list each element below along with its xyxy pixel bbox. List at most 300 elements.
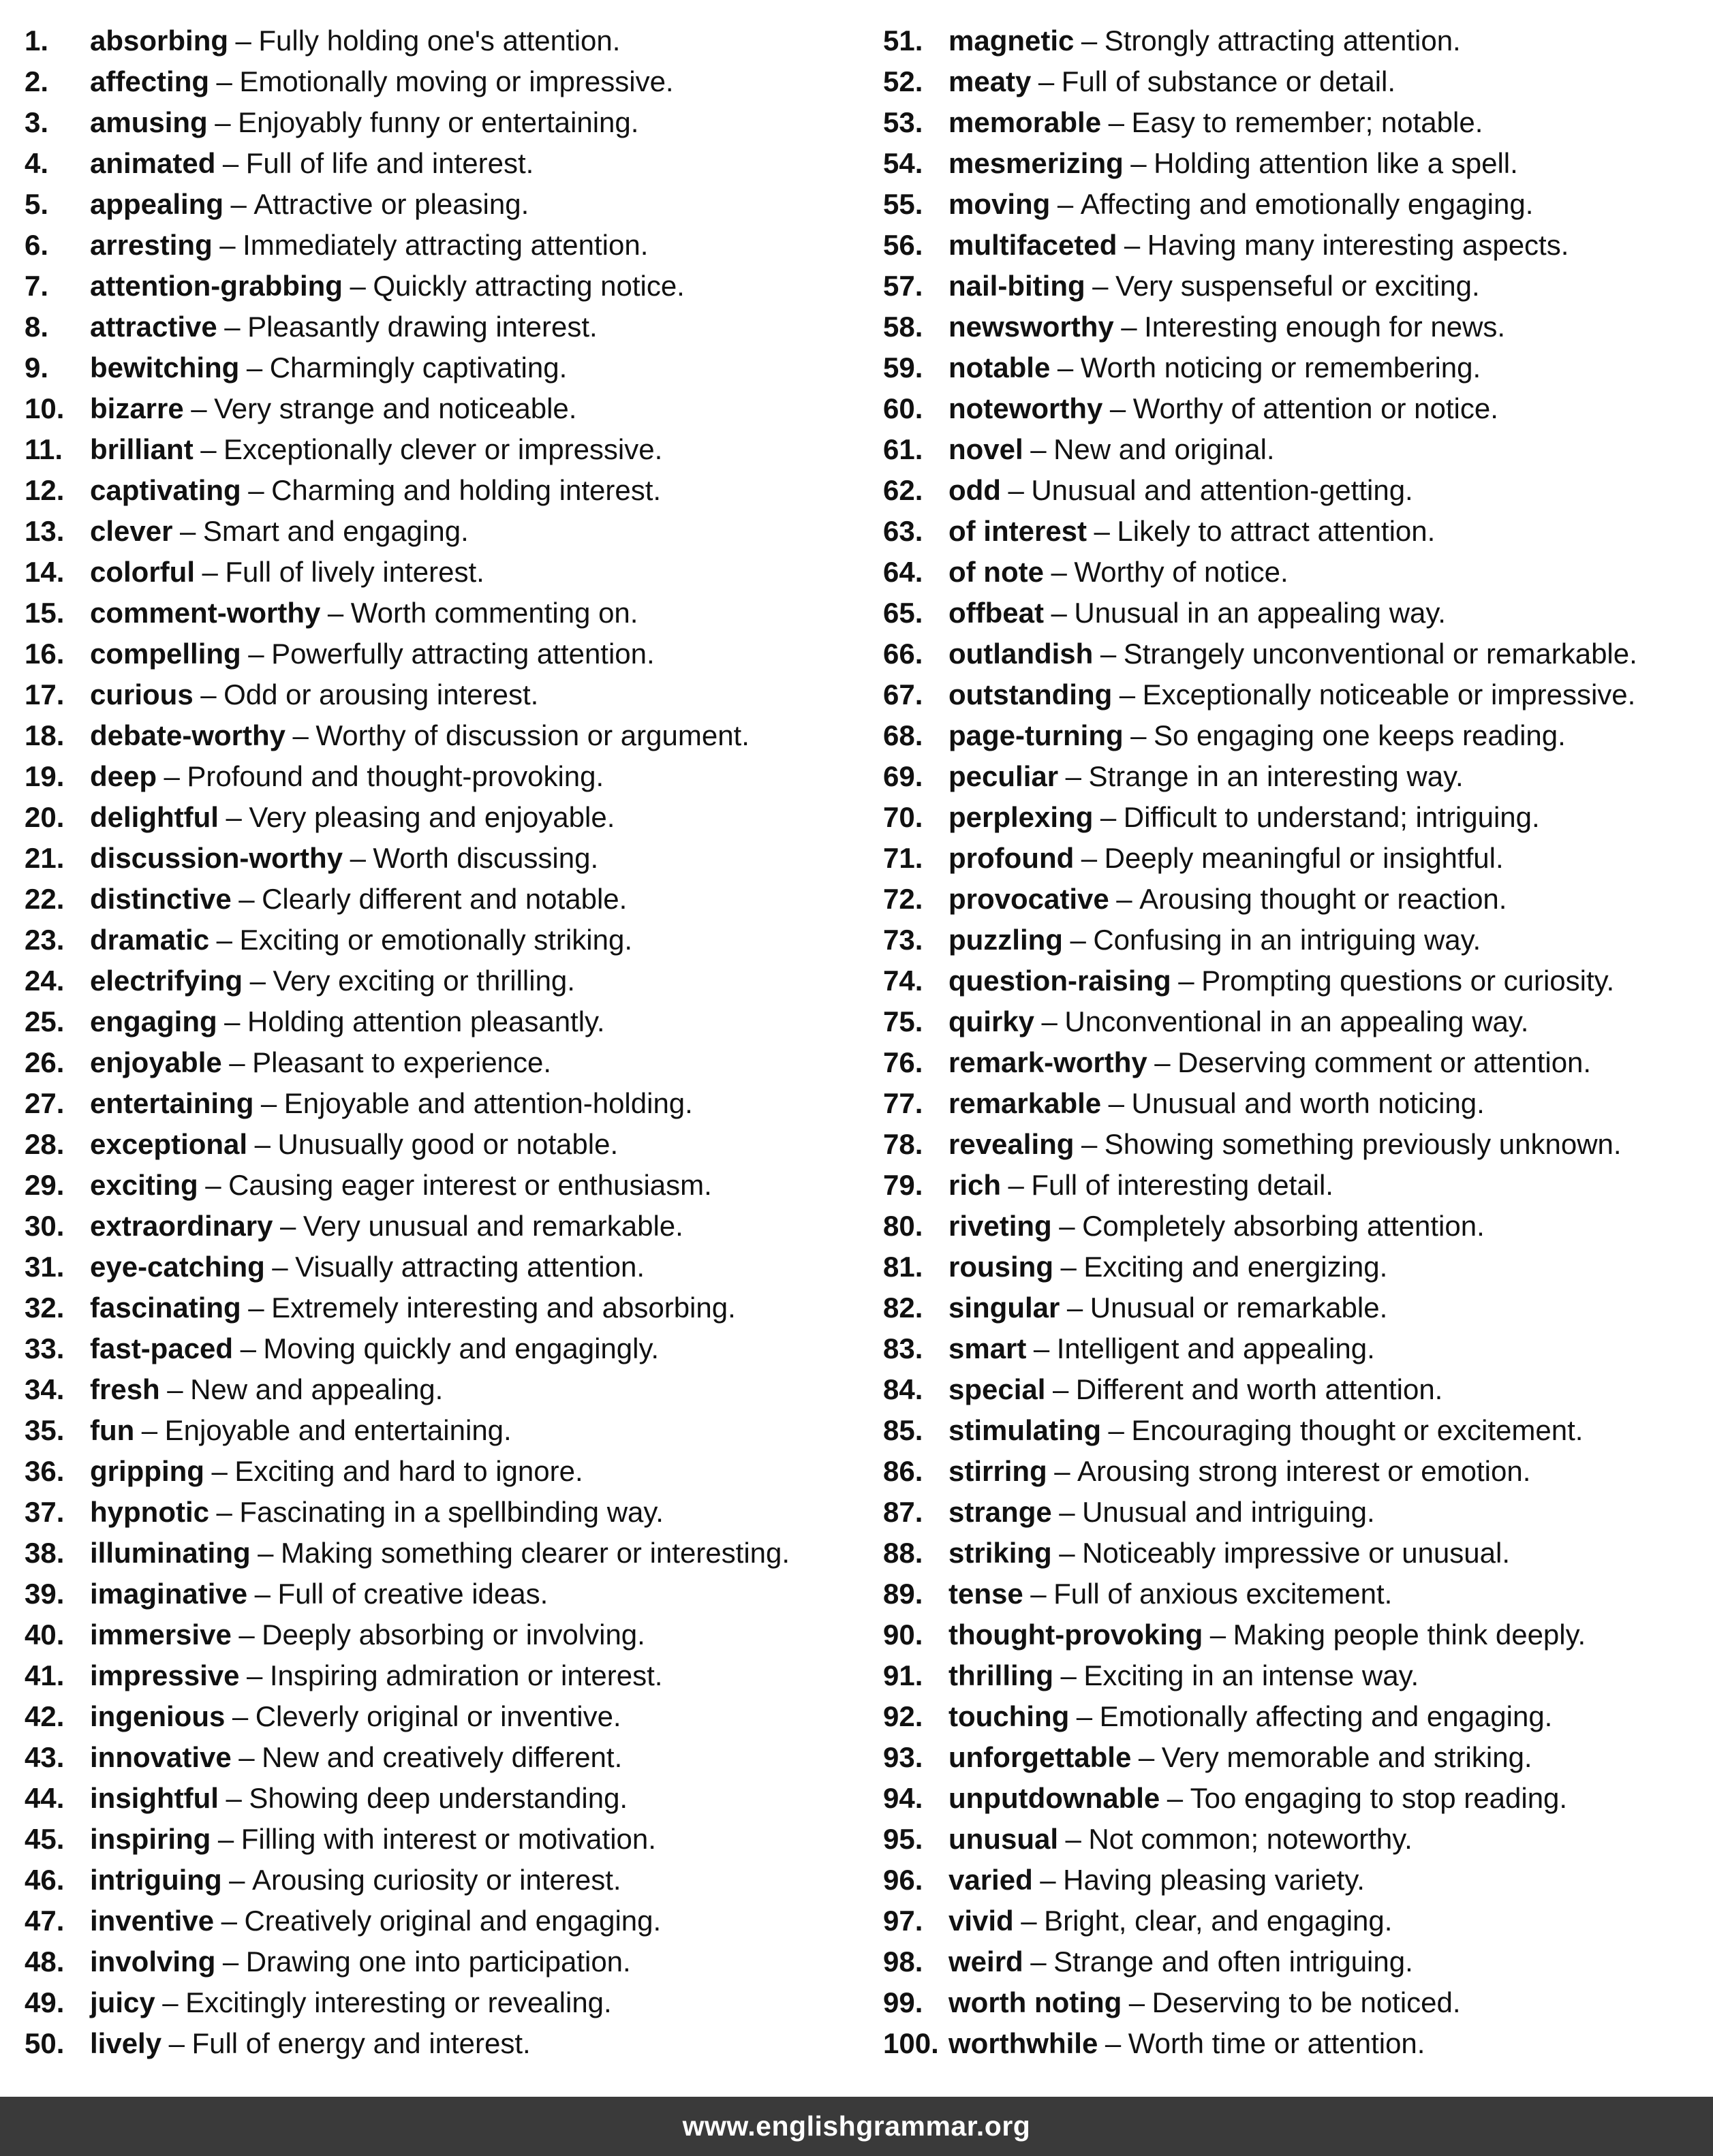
entry-definition: Emotionally moving or impressive.	[239, 65, 674, 97]
entry-word: dramatic	[90, 924, 210, 956]
word-entry	[883, 1737, 1701, 1778]
entry-number: 20.	[25, 801, 65, 833]
entry-dash: –	[1124, 229, 1141, 261]
word-entry	[25, 1247, 863, 1287]
entry-dash: –	[1092, 270, 1109, 302]
entry-number: 46.	[25, 1864, 65, 1896]
entry-number: 17.	[25, 678, 65, 710]
entry-number: 84.	[883, 1373, 923, 1405]
entry-number: 96.	[883, 1864, 923, 1896]
word-entry	[883, 674, 1701, 715]
entry-word: absorbing	[90, 25, 229, 57]
entry-dash: –	[219, 229, 236, 261]
entry-definition: Enjoyable and attention-holding.	[283, 1087, 693, 1119]
entry-definition: Full of lively interest.	[225, 556, 484, 588]
entry-definition: Too engaging to stop reading.	[1190, 1782, 1568, 1814]
word-entry	[25, 143, 863, 184]
entry-number: 74.	[883, 965, 923, 997]
entry-number: 26.	[25, 1046, 65, 1078]
entry-definition: Arousing thought or reaction.	[1139, 883, 1507, 915]
entry-word: inventive	[90, 1905, 215, 1937]
entry-number: 59.	[883, 351, 923, 384]
entry-definition: Profound and thought-provoking.	[187, 760, 604, 792]
word-entry	[25, 756, 863, 797]
entry-dash: –	[229, 1864, 245, 1896]
word-entry	[883, 1410, 1701, 1451]
word-entry	[25, 102, 863, 143]
entry-definition: Unusual and worth noticing.	[1131, 1087, 1485, 1119]
entry-number: 93.	[883, 1741, 923, 1773]
entry-dash: –	[216, 924, 232, 956]
entry-dash: –	[141, 1414, 158, 1446]
word-entry	[883, 388, 1701, 429]
entry-dash: –	[205, 1169, 221, 1201]
entry-dash: –	[1094, 515, 1110, 547]
entry-word: fascinating	[90, 1292, 241, 1324]
entry-number: 63.	[883, 515, 923, 547]
entry-number: 89.	[883, 1578, 923, 1610]
entry-dash: –	[1100, 801, 1117, 833]
entry-word: moving	[948, 188, 1051, 220]
entry-number: 23.	[25, 924, 65, 956]
entry-dash: –	[1178, 965, 1194, 997]
entry-definition: Full of creative ideas.	[277, 1578, 549, 1610]
entry-definition: Fascinating in a spellbinding way.	[239, 1496, 664, 1528]
word-entry	[883, 1206, 1701, 1247]
entry-definition: Holding attention pleasantly.	[247, 1005, 605, 1037]
word-entry	[25, 1287, 863, 1328]
word-list-left-column	[25, 20, 863, 2064]
entry-number: 86.	[883, 1455, 923, 1487]
entry-definition: Noticeably impressive or unusual.	[1082, 1537, 1511, 1569]
entry-dash: –	[1108, 106, 1124, 138]
footer-bar	[0, 2097, 1713, 2156]
word-entry	[883, 1042, 1701, 1083]
entry-dash: –	[224, 1005, 241, 1037]
entry-dash: –	[1081, 842, 1098, 874]
entry-definition: Exciting or emotionally striking.	[239, 924, 632, 956]
word-entry	[883, 1124, 1701, 1165]
word-entry	[25, 1696, 863, 1737]
entry-dash: –	[1128, 1986, 1145, 2018]
entry-definition: Having pleasing variety.	[1063, 1864, 1365, 1896]
word-entry	[883, 756, 1701, 797]
entry-definition: Full of substance or detail.	[1061, 65, 1396, 97]
entry-definition: Visually attracting attention.	[295, 1251, 645, 1283]
entry-definition: Unusual and intriguing.	[1082, 1496, 1375, 1528]
entry-dash: –	[1081, 1128, 1098, 1160]
word-entry	[883, 1165, 1701, 1206]
entry-definition: Very exciting or thrilling.	[273, 965, 575, 997]
entry-word: novel	[948, 433, 1023, 465]
entry-definition: Full of interesting detail.	[1031, 1169, 1333, 1201]
entry-dash: –	[215, 106, 231, 138]
entry-word: stirring	[948, 1455, 1047, 1487]
entry-number: 43.	[25, 1741, 65, 1773]
entry-dash: –	[222, 147, 239, 179]
entry-number: 24.	[25, 965, 65, 997]
entry-word: involving	[90, 1946, 216, 1978]
entry-definition: Strange and often intriguing.	[1053, 1946, 1413, 1978]
entry-word: appealing	[90, 188, 224, 220]
entry-number: 22.	[25, 883, 65, 915]
entry-word: distinctive	[90, 883, 232, 915]
entry-definition: Clearly different and notable.	[262, 883, 628, 915]
entry-word: rich	[948, 1169, 1002, 1201]
entry-definition: New and appealing.	[190, 1373, 444, 1405]
entry-dash: –	[235, 25, 251, 57]
entry-dash: –	[1059, 1496, 1075, 1528]
entry-dash: –	[1108, 1087, 1125, 1119]
word-entry	[883, 593, 1701, 634]
entry-definition: Unusual and attention-getting.	[1031, 474, 1413, 506]
entry-definition: Very suspenseful or exciting.	[1115, 270, 1480, 302]
word-entry	[883, 1614, 1701, 1655]
word-entry	[883, 920, 1701, 960]
entry-dash: –	[1109, 392, 1126, 424]
entry-dash: –	[238, 883, 255, 915]
entry-word: exciting	[90, 1169, 198, 1201]
word-entry	[25, 920, 863, 960]
entry-word: attractive	[90, 311, 217, 343]
entry-number: 67.	[883, 678, 923, 710]
entry-word: revealing	[948, 1128, 1075, 1160]
word-entry	[883, 552, 1701, 593]
word-entry	[25, 184, 863, 225]
entry-word: fresh	[90, 1373, 160, 1405]
word-entry	[25, 429, 863, 470]
entry-number: 77.	[883, 1087, 923, 1119]
entry-definition: Different and worth attention.	[1075, 1373, 1443, 1405]
entry-number: 57.	[883, 270, 923, 302]
entry-number: 51.	[883, 25, 923, 57]
entry-dash: –	[254, 1578, 271, 1610]
entry-definition: Deserving comment or attention.	[1177, 1046, 1592, 1078]
entry-word: gripping	[90, 1455, 204, 1487]
word-list-right-column	[883, 20, 1701, 2064]
entry-definition: Powerfully attracting attention.	[271, 638, 655, 670]
entry-definition: Worth discussing.	[373, 842, 599, 874]
word-entry	[25, 838, 863, 879]
entry-dash: –	[1138, 1741, 1155, 1773]
entry-dash: –	[168, 2027, 185, 2059]
entry-definition: Very memorable and striking.	[1161, 1741, 1532, 1773]
entry-number: 31.	[25, 1251, 65, 1283]
entry-number: 40.	[25, 1619, 65, 1651]
entry-definition: Exciting and energizing.	[1083, 1251, 1388, 1283]
entry-number: 98.	[883, 1946, 923, 1978]
entry-definition: Very strange and noticeable.	[214, 392, 577, 424]
entry-word: juicy	[90, 1986, 155, 2018]
entry-number: 13.	[25, 515, 65, 547]
word-entry	[883, 511, 1701, 552]
word-entry	[883, 347, 1701, 388]
entry-dash: –	[350, 270, 366, 302]
entry-word: intriguing	[90, 1864, 222, 1896]
word-entry	[25, 1001, 863, 1042]
entry-definition: Unusual in an appealing way.	[1074, 597, 1446, 629]
word-entry	[25, 388, 863, 429]
entry-number: 54.	[883, 147, 923, 179]
entry-word: offbeat	[948, 597, 1044, 629]
entry-dash: –	[1066, 1292, 1083, 1324]
entry-number: 92.	[883, 1700, 923, 1732]
entry-number: 97.	[883, 1905, 923, 1937]
entry-dash: –	[230, 188, 247, 220]
entry-number: 99.	[883, 1986, 923, 2018]
entry-dash: –	[164, 760, 180, 792]
entry-dash: –	[1059, 1210, 1075, 1242]
entry-number: 71.	[883, 842, 923, 874]
entry-definition: Making something clearer or interesting.	[281, 1537, 790, 1569]
word-entry	[883, 1533, 1701, 1574]
word-entry	[25, 266, 863, 307]
entry-definition: Very pleasing and enjoyable.	[249, 801, 615, 833]
entry-definition: So engaging one keeps reading.	[1154, 719, 1566, 751]
entry-dash: –	[191, 392, 207, 424]
entry-word: weird	[948, 1946, 1023, 1978]
entry-number: 76.	[883, 1046, 923, 1078]
entry-dash: –	[1057, 351, 1074, 384]
entry-dash: –	[179, 515, 196, 547]
entry-definition: Affecting and emotionally engaging.	[1080, 188, 1534, 220]
word-entry	[883, 1492, 1701, 1533]
entry-word: vivid	[948, 1905, 1014, 1937]
entry-number: 21.	[25, 842, 65, 874]
word-entry	[25, 2023, 863, 2064]
entry-dash: –	[248, 638, 264, 670]
entry-word: memorable	[948, 106, 1102, 138]
entry-definition: Pleasantly drawing interest.	[247, 311, 598, 343]
word-entry	[25, 879, 863, 920]
entry-number: 27.	[25, 1087, 65, 1119]
entry-dash: –	[1070, 924, 1086, 956]
word-entry	[883, 266, 1701, 307]
entry-number: 64.	[883, 556, 923, 588]
word-entry	[25, 1042, 863, 1083]
entry-word: discussion-worthy	[90, 842, 343, 874]
entry-number: 73.	[883, 924, 923, 956]
entry-dash: –	[1054, 1455, 1070, 1487]
entry-dash: –	[249, 965, 266, 997]
entry-number: 29.	[25, 1169, 65, 1201]
entry-definition: Excitingly interesting or revealing.	[185, 1986, 612, 2018]
word-entry	[883, 1819, 1701, 1860]
entry-dash: –	[1105, 2027, 1122, 2059]
entry-word: immersive	[90, 1619, 232, 1651]
entry-number: 62.	[883, 474, 923, 506]
entry-word: captivating	[90, 474, 241, 506]
entry-word: colorful	[90, 556, 195, 588]
entry-word: of interest	[948, 515, 1087, 547]
entry-word: fast-paced	[90, 1332, 234, 1364]
entry-definition: Unusually good or notable.	[277, 1128, 619, 1160]
entry-word: varied	[948, 1864, 1033, 1896]
entry-definition: Pleasant to experience.	[252, 1046, 552, 1078]
entry-definition: Charming and holding interest.	[271, 474, 662, 506]
word-entry	[883, 634, 1701, 674]
entry-number: 25.	[25, 1005, 65, 1037]
entry-definition: Immediately attracting attention.	[243, 229, 649, 261]
word-entry	[883, 879, 1701, 920]
entry-definition: Easy to remember; notable.	[1131, 106, 1483, 138]
entry-dash: –	[254, 1128, 271, 1160]
entry-dash: –	[1100, 638, 1117, 670]
entry-number: 10.	[25, 392, 65, 424]
entry-word: meaty	[948, 65, 1032, 97]
entry-dash: –	[1167, 1782, 1184, 1814]
entry-definition: Full of energy and interest.	[191, 2027, 531, 2059]
word-entry	[883, 20, 1701, 61]
entry-word: curious	[90, 678, 194, 710]
entry-word: entertaining	[90, 1087, 254, 1119]
entry-number: 7.	[25, 270, 49, 302]
entry-word: deep	[90, 760, 157, 792]
entry-number: 72.	[883, 883, 923, 915]
entry-word: of note	[948, 556, 1044, 588]
entry-word: exceptional	[90, 1128, 248, 1160]
entry-definition: Full of anxious excitement.	[1053, 1578, 1393, 1610]
entry-definition: Holding attention like a spell.	[1154, 147, 1518, 179]
entry-definition: Worthy of discussion or argument.	[315, 719, 750, 751]
entry-definition: Prompting questions or curiosity.	[1201, 965, 1615, 997]
entry-definition: Making people think deeply.	[1233, 1619, 1586, 1651]
entry-number: 14.	[25, 556, 65, 588]
entry-definition: New and original.	[1053, 433, 1275, 465]
entry-number: 4.	[25, 147, 49, 179]
entry-dash: –	[248, 474, 264, 506]
entry-word: outstanding	[948, 678, 1113, 710]
entry-number: 37.	[25, 1496, 65, 1528]
entry-number: 49.	[25, 1986, 65, 2018]
entry-word: notable	[948, 351, 1051, 384]
entry-definition: Drawing one into participation.	[245, 1946, 631, 1978]
entry-number: 8.	[25, 311, 49, 343]
entry-number: 50.	[25, 2027, 65, 2059]
entry-dash: –	[327, 597, 344, 629]
entry-number: 66.	[883, 638, 923, 670]
footer-website-text: www.englishgrammar.org	[682, 2110, 1031, 2142]
entry-dash: –	[260, 1087, 277, 1119]
word-entry	[883, 1696, 1701, 1737]
entry-definition: Very unusual and remarkable.	[303, 1210, 683, 1242]
entry-word: magnetic	[948, 25, 1075, 57]
entry-word: lively	[90, 2027, 162, 2059]
entry-definition: New and creatively different.	[262, 1741, 623, 1773]
entry-definition: Enjoyable and entertaining.	[164, 1414, 512, 1446]
entry-word: illuminating	[90, 1537, 251, 1569]
entry-word: thrilling	[948, 1659, 1053, 1691]
word-entry	[25, 634, 863, 674]
entry-dash: –	[1060, 1251, 1077, 1283]
entry-number: 19.	[25, 760, 65, 792]
entry-definition: Deserving to be noticed.	[1152, 1986, 1461, 2018]
entry-dash: –	[350, 842, 366, 874]
entry-dash: –	[240, 1332, 256, 1364]
entry-number: 30.	[25, 1210, 65, 1242]
entry-number: 11.	[25, 433, 63, 465]
entry-word: question-raising	[948, 965, 1171, 997]
entry-definition: Arousing curiosity or interest.	[251, 1864, 621, 1896]
entry-word: smart	[948, 1332, 1027, 1364]
word-entry	[25, 1410, 863, 1451]
entry-dash: –	[1065, 760, 1081, 792]
entry-word: comment-worthy	[90, 597, 321, 629]
word-entry	[25, 1778, 863, 1819]
entry-definition: Strangely unconventional or remarkable.	[1123, 638, 1637, 670]
entry-word: inspiring	[90, 1823, 211, 1855]
entry-dash: –	[1030, 433, 1047, 465]
word-entry	[883, 1860, 1701, 1901]
word-entry	[25, 1124, 863, 1165]
entry-word: unusual	[948, 1823, 1059, 1855]
entry-definition: Having many interesting aspects.	[1147, 229, 1569, 261]
word-entry	[25, 1860, 863, 1901]
entry-dash: –	[226, 1782, 242, 1814]
word-entry	[883, 1901, 1701, 1941]
entry-definition: Worth time or attention.	[1128, 2027, 1425, 2059]
entry-number: 44.	[25, 1782, 65, 1814]
entry-definition: Strongly attracting attention.	[1104, 25, 1461, 57]
entry-dash: –	[1108, 1414, 1124, 1446]
entry-dash: –	[1041, 1005, 1058, 1037]
word-entry	[883, 1287, 1701, 1328]
entry-word: engaging	[90, 1005, 217, 1037]
entry-word: special	[948, 1373, 1046, 1405]
entry-dash: –	[216, 1496, 232, 1528]
word-entry	[25, 552, 863, 593]
entry-word: eye-catching	[90, 1251, 265, 1283]
entry-definition: Full of life and interest.	[245, 147, 534, 179]
entry-definition: Causing eager interest or enthusiasm.	[228, 1169, 712, 1201]
entry-dash: –	[216, 65, 232, 97]
entry-number: 87.	[883, 1496, 923, 1528]
entry-number: 36.	[25, 1455, 65, 1487]
entry-number: 18.	[25, 719, 65, 751]
entry-dash: –	[1065, 1823, 1081, 1855]
entry-word: hypnotic	[90, 1496, 209, 1528]
entry-word: remark-worthy	[948, 1046, 1147, 1078]
word-entry	[25, 1328, 863, 1369]
word-entry	[25, 1614, 863, 1655]
entry-number: 6.	[25, 229, 49, 261]
word-entry	[883, 715, 1701, 756]
word-entry	[25, 511, 863, 552]
entry-word: bewitching	[90, 351, 240, 384]
word-entry	[883, 225, 1701, 266]
entry-word: animated	[90, 147, 216, 179]
entry-dash: –	[1051, 556, 1067, 588]
entry-number: 16.	[25, 638, 65, 670]
word-entry	[25, 1083, 863, 1124]
entry-definition: Likely to attract attention.	[1117, 515, 1436, 547]
entry-word: worthwhile	[948, 2027, 1098, 2059]
entry-definition: Extremely interesting and absorbing.	[271, 1292, 736, 1324]
entry-definition: Exceptionally clever or impressive.	[223, 433, 663, 465]
entry-word: fun	[90, 1414, 135, 1446]
word-entry	[883, 307, 1701, 347]
entry-definition: Unconventional in an appealing way.	[1064, 1005, 1529, 1037]
word-entry	[883, 429, 1701, 470]
word-entry	[25, 1492, 863, 1533]
entry-definition: Charmingly captivating.	[269, 351, 568, 384]
entry-dash: –	[162, 1986, 179, 2018]
entry-number: 60.	[883, 392, 923, 424]
entry-dash: –	[258, 1537, 274, 1569]
entry-word: multifaceted	[948, 229, 1117, 261]
entry-definition: Moving quickly and engagingly.	[263, 1332, 659, 1364]
word-entry	[25, 20, 863, 61]
